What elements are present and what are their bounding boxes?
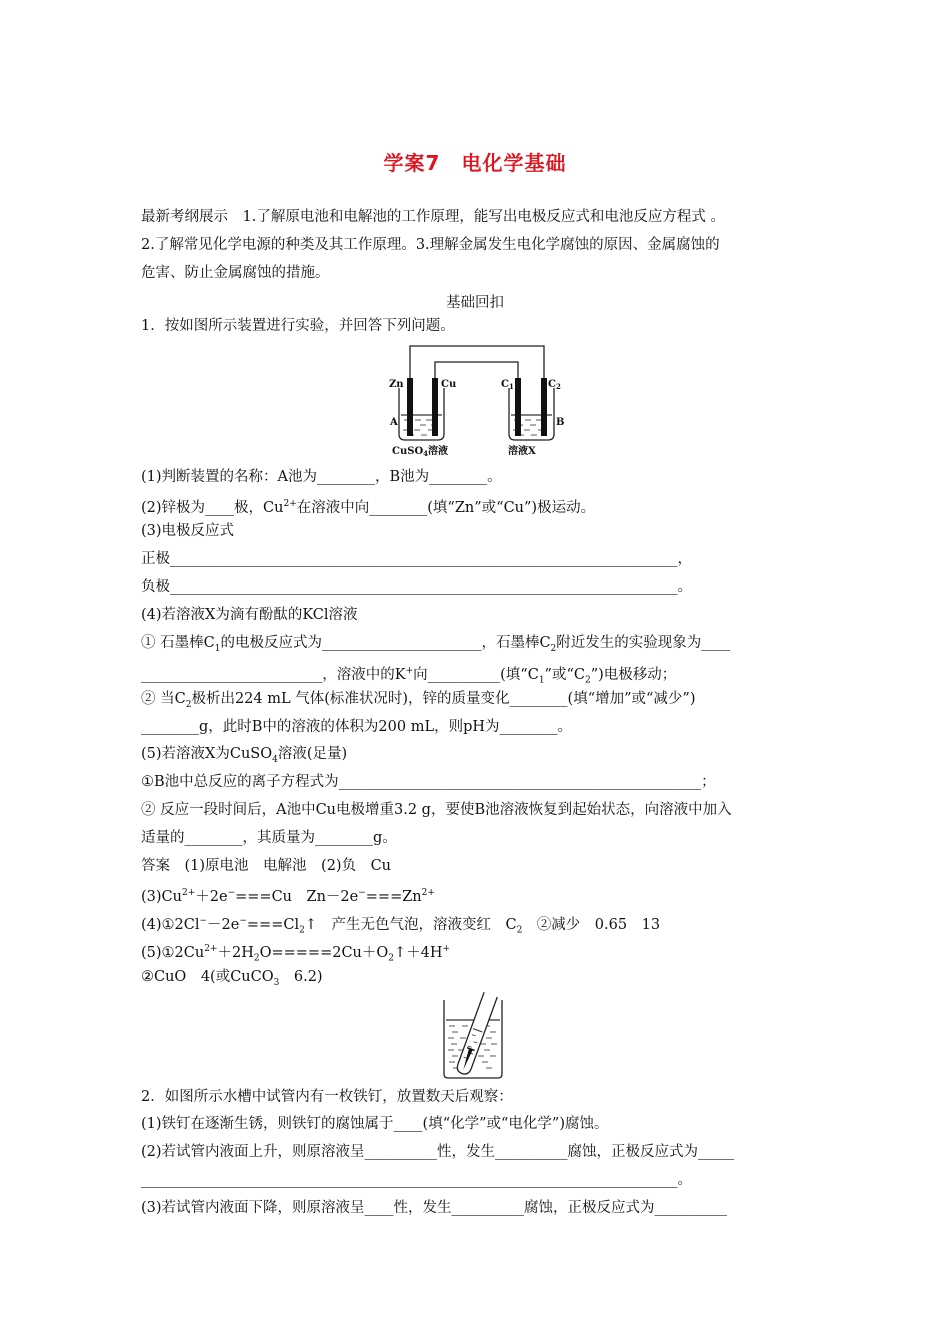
answer-line-3: $(4)①2Cl^--2e^-===Cl_2↑$ 产生无色气泡，溶液变红 $C_2$ ②减少 0.65 13 xyxy=(141,916,661,936)
label-solution-x: 溶液X xyxy=(508,446,536,457)
zn-electrode xyxy=(407,378,413,436)
q2-part1: (1)铁钉在逐渐生锈，则铁钉的腐蚀属于____(填“化学”或“电化学”)腐蚀。 xyxy=(141,1116,609,1132)
q1-part5-2: ② 反应一段时间后，A池中Cu电极增重3.2 g，要使B池溶液恢复到起始状态，向溶液中加入 xyxy=(141,802,732,818)
answer-line-4: $(5)①2Cu^{2+}+2H_2O=====2Cu+O_2↑+4H^+$ xyxy=(141,944,451,964)
q1-part3: (3)电极反应式 xyxy=(141,523,235,539)
inner-wire xyxy=(435,362,518,380)
q1-positive-electrode: 正极______________________________________________________________________， xyxy=(141,551,692,567)
q2-part2-cont: __________________________________________________________________________。 xyxy=(141,1172,692,1188)
electrochemical-cells-figure xyxy=(384,340,574,462)
test-tube xyxy=(455,992,497,1076)
cu-electrode xyxy=(432,378,438,436)
intro-line-2: 2.了解常见化学电源的种类及其工作原理。3.理解金属发生电化学腐蚀的原因、金属腐蚀的 xyxy=(141,237,720,253)
label-zn: Zn xyxy=(389,379,404,390)
q1-part5: (5)若溶液X为CuSO$_4$溶液(足量) xyxy=(141,746,348,765)
q2-part3: (3)若试管内液面下降，则原溶液呈____性，发生__________腐蚀，正极反应式为__________ xyxy=(141,1200,728,1216)
q1-part5-1: ①B池中总反应的离子方程式为__________________________________________________； xyxy=(141,774,716,790)
c2-electrode xyxy=(541,378,547,436)
q1-part4-1: ① 石墨棒$C_1$的电极反应式为______________________，石墨棒$C_2$附近发生的实验现象为____ xyxy=(141,635,731,654)
page-title: 学案7 电化学基础 xyxy=(383,151,567,175)
q1-part4: (4)若溶液X为滴有酚酞的KCl溶液 xyxy=(141,607,358,623)
outer-wire xyxy=(410,346,544,380)
intro-line-3: 危害、防止金属腐蚀的措施。 xyxy=(141,265,330,281)
q1-part4-2-cont: ________g，此时B中的溶液的体积为200 mL，则pH为________。 xyxy=(141,719,573,735)
q1-part1: (1)判断装置的名称：A池为________，B池为________。 xyxy=(141,469,502,485)
intro-line-1: 最新考纲展示 1.了解原电池和电解池的工作原理，能写出电极反应式和电池反应方程式 。 xyxy=(141,209,725,225)
answer-line-1: 答案 (1)原电池 电解池 (2)负 Cu xyxy=(141,858,392,874)
c1-electrode xyxy=(515,378,521,436)
q1-part4-2: ② 当$C_2$极析出224 mL 气体(标准状况时)，锌的质量变化________(填“增加”或“减少”) xyxy=(141,691,696,710)
label-a: A xyxy=(390,417,398,428)
q1-negative-electrode: 负极______________________________________________________________________。 xyxy=(141,579,692,595)
label-cuso4: CuSO$_4$溶液 xyxy=(392,446,449,458)
label-c1: $C_1$ xyxy=(501,379,514,391)
section-heading: 基础回扣 xyxy=(446,295,504,311)
q1-part2: (2)锌极为____极，$Cu^{2+}$在溶液中向________(填“Zn”或“Cu”)极运动。 xyxy=(141,499,596,516)
answer-line-2: $(3)Cu^{2+}+2e^-===Cu$ $Zn-2e^-===Zn^{2+}$ xyxy=(141,888,435,905)
q1-stem: 1．按如图所示装置进行实验，并回答下列问题。 xyxy=(141,318,455,334)
q2-stem: 2．如图所示水槽中试管内有一枚铁钉，放置数天后观察： xyxy=(141,1089,513,1105)
answer-line-5: ②CuO 4(或CuCO$_3$ 6.2) xyxy=(141,969,323,988)
q1-part4-1-cont: _________________________，溶液中的K+向__________(填“$C_1$”或“$C_2$”)电极移动； xyxy=(141,666,677,686)
label-c2: $C_2$ xyxy=(548,379,561,391)
test-tube-nail-figure xyxy=(436,990,516,1082)
q1-part5-3: 适量的________，其质量为________g。 xyxy=(141,830,397,846)
q2-part2: (2)若试管内液面上升，则原溶液呈__________性，发生__________腐蚀，正极反应式为_____ xyxy=(141,1144,735,1160)
label-cu: Cu xyxy=(441,379,457,390)
label-b: B xyxy=(556,417,565,428)
